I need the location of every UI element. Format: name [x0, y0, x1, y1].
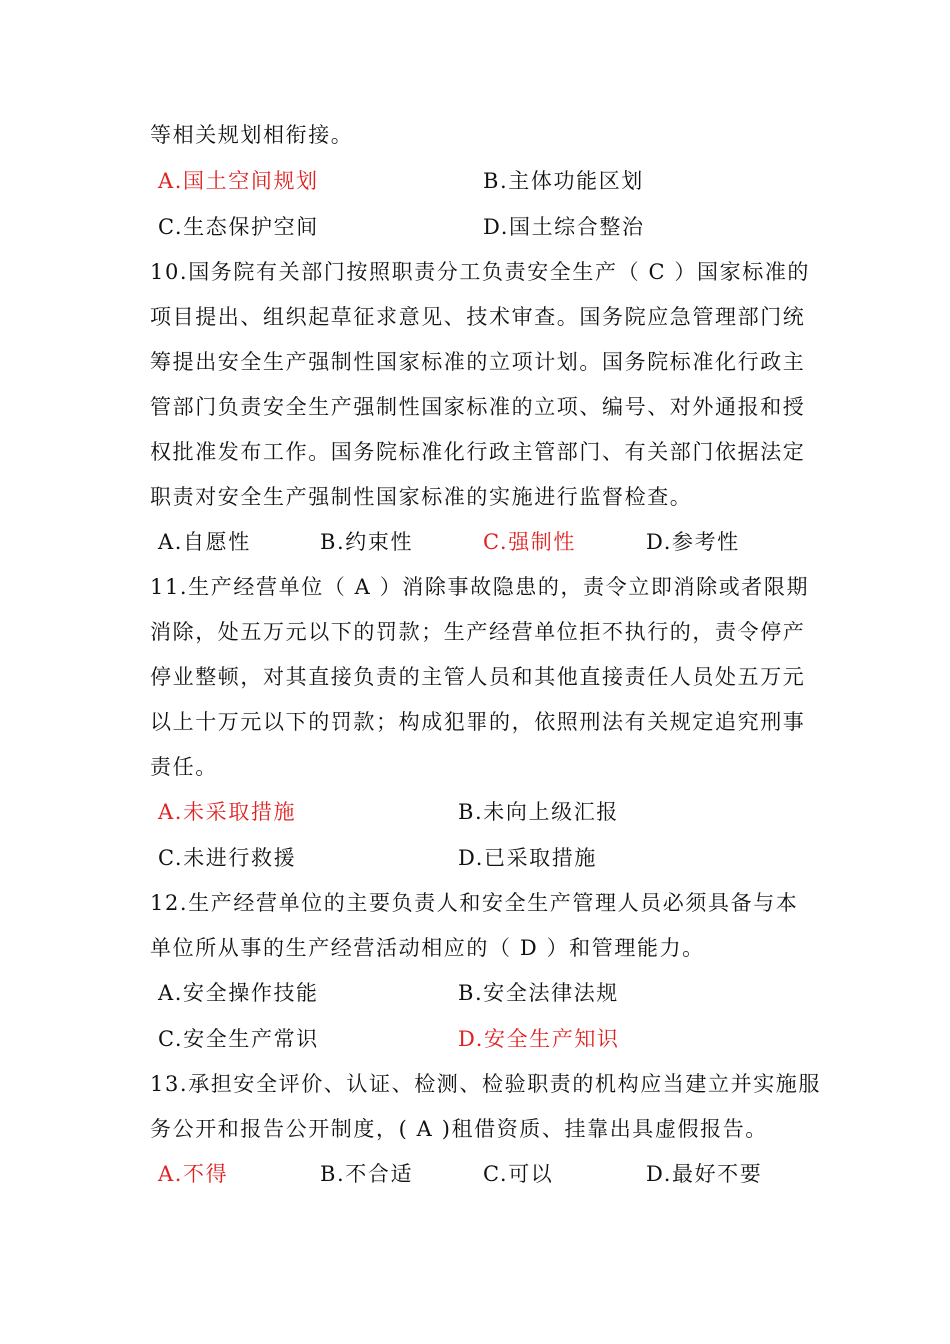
q9-option-a: A.国土空间规划: [158, 169, 319, 193]
q13-line-1: 13.承担安全评价、认证、检测、检验职责的机构应当建立并实施服: [150, 1072, 821, 1096]
q11-line-2: 消除，处五万元以下的罚款；生产经营单位拒不执行的，责令停产: [150, 620, 806, 644]
q11-line-1: 11.生产经营单位（ A ）消除事故隐患的，责令立即消除或者限期: [150, 575, 810, 599]
q10-line-2: 项目提出、组织起草征求意见、技术审查。国务院应急管理部门统: [150, 305, 806, 329]
q9-option-b: B.主体功能区划: [483, 169, 644, 193]
q9-option-c: C.生态保护空间: [158, 215, 319, 239]
q13-option-c: C.可以: [483, 1162, 554, 1186]
q10-option-a: A.自愿性: [158, 530, 251, 554]
q10-line-1: 10.国务院有关部门按照职责分工负责安全生产（ C ）国家标准的: [150, 260, 811, 284]
q12-option-c: C.安全生产常识: [158, 1027, 319, 1051]
q13-option-a: A.不得: [158, 1162, 229, 1186]
q13-line-2: 务公开和报告公开制度，( A )租借资质、挂靠出具虚假报告。: [150, 1117, 768, 1141]
q10-line-5: 权批准发布工作。国务院标准化行政主管部门、有关部门依据法定: [150, 440, 806, 464]
q12-option-a: A.安全操作技能: [158, 981, 319, 1005]
q13-option-b: B.不合适: [320, 1162, 414, 1186]
q9-option-d: D.国土综合整治: [483, 215, 645, 239]
q10-line-3: 筹提出安全生产强制性国家标准的立项计划。国务院标准化行政主: [150, 350, 806, 374]
q11-line-3: 停业整顿，对其直接负责的主管人员和其他直接责任人员处五万元: [150, 665, 806, 689]
q13-option-d: D.最好不要: [646, 1162, 763, 1186]
q12-line-1: 12.生产经营单位的主要负责人和安全生产管理人员必须具备与本: [150, 891, 799, 915]
q12-line-2: 单位所从事的生产经营活动相应的（ D ）和管理能力。: [150, 936, 705, 960]
q11-option-a: A.未采取措施: [158, 800, 297, 824]
q11-option-d: D.已采取措施: [458, 846, 597, 870]
q10-option-b: B.约束性: [320, 530, 414, 554]
q9-continuation: 等相关规划相衔接。: [150, 123, 354, 147]
q12-option-b: B.安全法律法规: [458, 981, 619, 1005]
q10-line-4: 管部门负责安全生产强制性国家标准的立项、编号、对外通报和授: [150, 395, 806, 419]
q12-option-d: D.安全生产知识: [458, 1027, 620, 1051]
q10-option-c: C.强制性: [483, 530, 576, 554]
q11-option-b: B.未向上级汇报: [458, 800, 619, 824]
q10-option-d: D.参考性: [646, 530, 740, 554]
q11-line-4: 以上十万元以下的罚款；构成犯罪的，依照刑法有关规定追究刑事: [150, 710, 806, 734]
q11-line-5: 责任。: [150, 755, 218, 779]
q11-option-c: C.未进行救援: [158, 846, 297, 870]
q10-line-6: 职责对安全生产强制性国家标准的实施进行监督检查。: [150, 485, 693, 509]
